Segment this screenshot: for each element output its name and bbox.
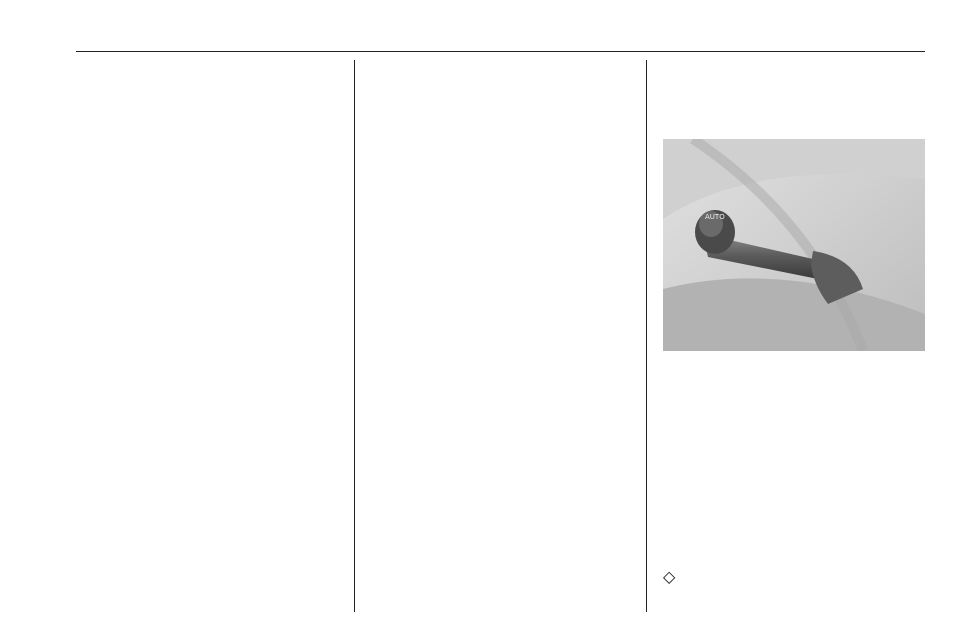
- light-switch-photo: [663, 139, 925, 351]
- column-divider-1: [354, 60, 355, 612]
- svg-text:AUTO: AUTO: [705, 213, 725, 221]
- note-line-2: [663, 567, 675, 588]
- column-divider-2: [646, 60, 647, 612]
- header-rule: [76, 51, 925, 52]
- reference-arrow-icon: ◇: [663, 569, 676, 586]
